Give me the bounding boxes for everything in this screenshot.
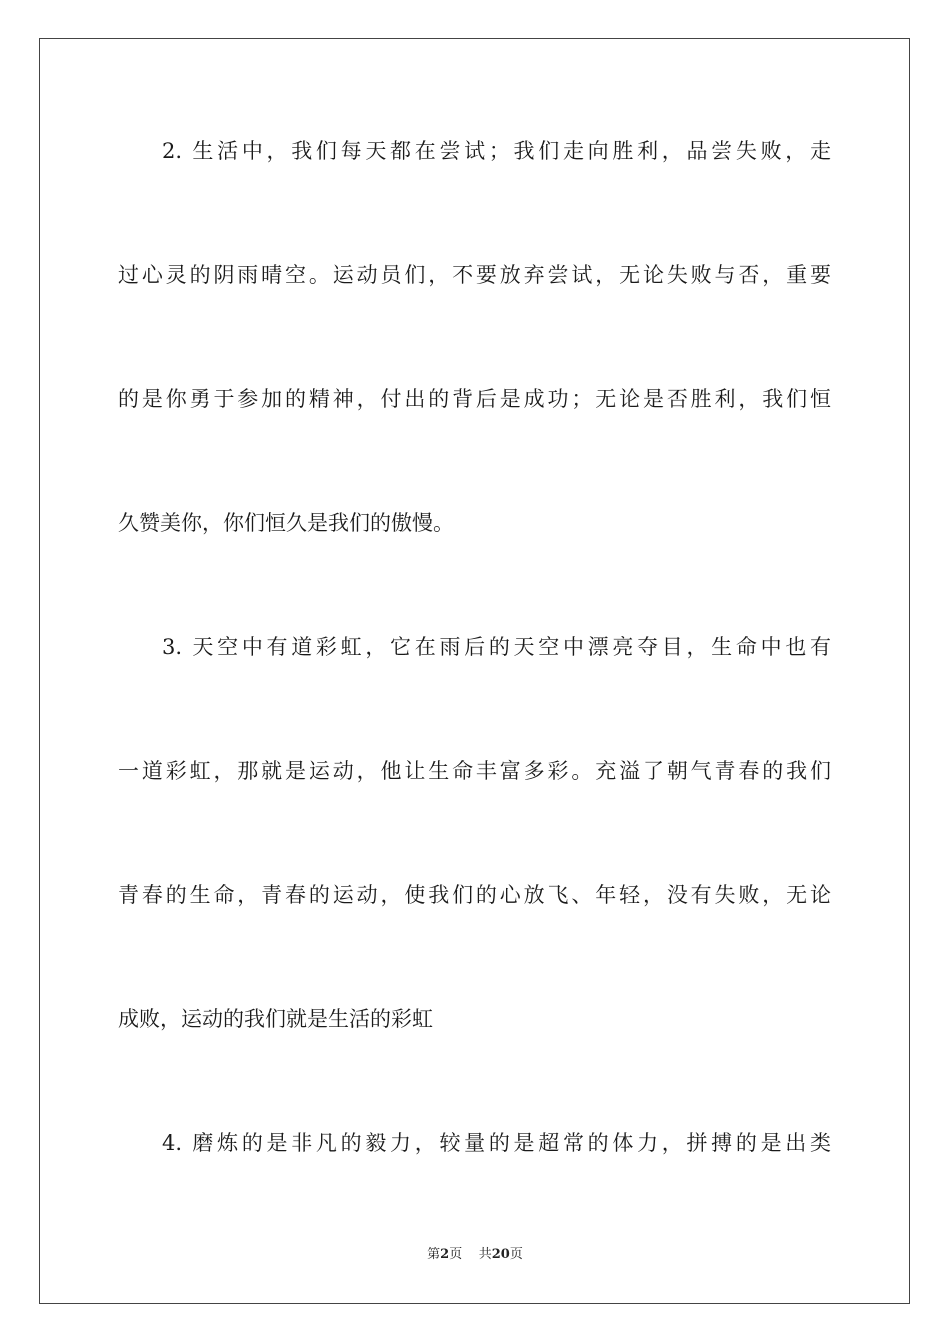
footer-total-pages: 20 xyxy=(491,1247,510,1262)
page-border xyxy=(39,38,910,1304)
footer-total-prefix: 共 xyxy=(478,1247,492,1262)
footer-page-prefix: 第 xyxy=(427,1247,441,1262)
paragraph-2-line-4: 久赞美你，你们恒久是我们的傲慢。 xyxy=(118,511,454,535)
page-footer xyxy=(0,1246,950,1264)
paragraph-3-line-2: 一道彩虹，那就是运动，他让生命丰富多彩。充溢了朝气青春的我们 xyxy=(118,759,831,783)
footer-total-suffix: 页 xyxy=(509,1247,523,1262)
paragraph-2-line-3: 的是你勇于参加的精神，付出的背后是成功；无论是否胜利，我们恒 xyxy=(118,387,831,411)
footer-page-suffix: 页 xyxy=(449,1247,463,1262)
footer-page-number: 2 xyxy=(440,1247,450,1262)
paragraph-3-line-1: 3. 天空中有道彩虹，它在雨后的天空中漂亮夺目，生命中也有 xyxy=(162,635,831,659)
paragraph-2-line-2: 过心灵的阴雨晴空。运动员们，不要放弃尝试，无论失败与否，重要 xyxy=(118,263,831,287)
paragraph-4-line-1: 4. 磨炼的是非凡的毅力，较量的是超常的体力，拼搏的是出类 xyxy=(162,1131,831,1155)
paragraph-2-line-1: 2. 生活中，我们每天都在尝试；我们走向胜利，品尝失败，走 xyxy=(162,139,831,163)
paragraph-3-line-3: 青春的生命，青春的运动，使我们的心放飞、年轻，没有失败，无论 xyxy=(118,883,831,907)
paragraph-3-line-4: 成败，运动的我们就是生活的彩虹 xyxy=(118,1007,433,1031)
